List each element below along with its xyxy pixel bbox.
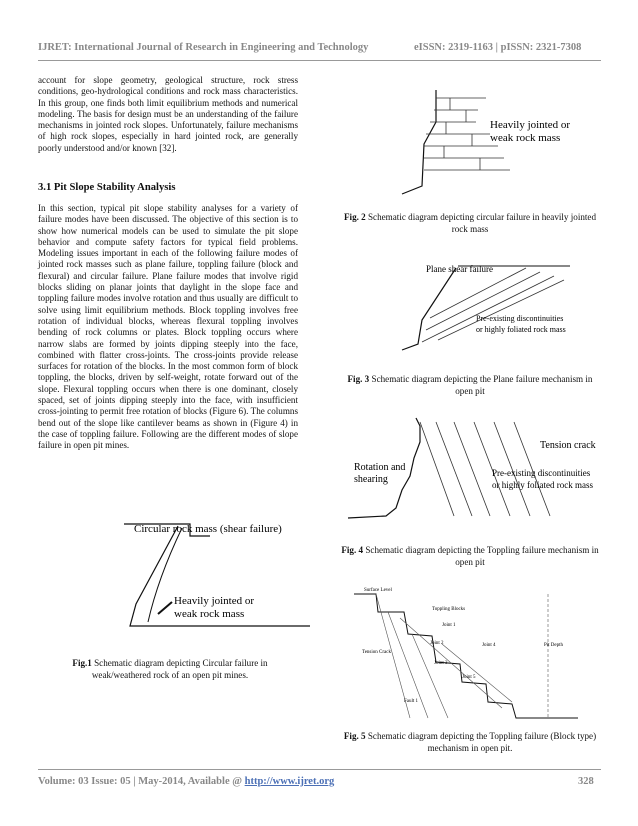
fig5-label-surface: Surface Level — [364, 588, 392, 593]
fig3-caption: Fig. 3 Schematic diagram depicting the Plane failure mechanism in open pit — [347, 374, 593, 396]
section-title: 3.1 Pit Slope Stability Analysis — [38, 182, 176, 193]
paragraph-intro: account for slope geometry, geological structure, rock stress conditions, geo-hydrological conditions and rock mass characteristics. In this group, one finds both limit equilibrium methods and numerical modeling. The basis for design must be an understanding of the failure mechanisms in jointed rock slopes. Unfortunately, failure mechanisms of high rock slopes, especially in hard jointed rock, are generally poorly understood and/or known [32]. — [38, 75, 298, 153]
fig2-label-mass-1: Heavily jointed or — [490, 119, 571, 131]
fig2-caption: Fig. 2 Schematic diagram depicting circular failure in heavily jointed rock mass — [343, 212, 597, 234]
fig5-label-pit-depth: Pit Depth — [544, 643, 564, 648]
fig3-diagram — [400, 258, 600, 358]
fig5-label-joint5: Joint 5 — [462, 675, 476, 680]
fig2-label-mass-2: weak rock mass — [490, 132, 561, 144]
fig5-label-joint1: Joint 1 — [442, 623, 456, 628]
fig3-label-disc-1: Pre-existing discontinuities — [476, 314, 564, 323]
fig4-diagram — [344, 412, 600, 528]
fig4-label-rotation-1: Rotation and — [354, 462, 406, 473]
fig3-label-top: Plane shear failure — [426, 264, 493, 274]
footer-link[interactable]: http://www.ijret.org — [244, 776, 335, 787]
page-number: 328 — [578, 776, 594, 787]
fig1-diagram — [118, 518, 318, 646]
header-rule — [38, 60, 601, 61]
fig3-label-disc-2: or highly foliated rock mass — [476, 325, 566, 334]
fig4-label-tension: Tension crack — [540, 440, 596, 451]
fig5-label-tension: Tension Crack — [362, 650, 391, 655]
fig5-label-joint4: Joint 4 — [482, 643, 496, 648]
journal-title: IJRET: International Journal of Research in Engineering and Technology — [38, 42, 369, 53]
fig1-label-top: Circular rock mass (shear failure) — [134, 523, 282, 535]
fig4-caption: Fig. 4 Schematic diagram depicting the Toppling failure mechanism in open pit — [341, 545, 599, 567]
fig1-label-mass-1: Heavily jointed or — [174, 595, 255, 607]
fig5-label-joint2: Joint 2 — [430, 641, 444, 646]
footer-rule — [38, 769, 601, 770]
fig5-label-fault: Fault 1 — [404, 699, 419, 704]
fig5-caption: Fig. 5 Schematic diagram depicting the Toppling failure (Block type) mechanism in open pit. — [343, 731, 597, 753]
fig4-label-disc-1: Pre-existing discontinuities — [492, 468, 591, 478]
fig5-label-toppling: Toppling Blocks — [432, 607, 466, 612]
fig2-diagram — [400, 86, 600, 198]
fig5-label-joint3: Joint 3 — [434, 661, 448, 666]
fig4-label-rotation-2: shearing — [354, 474, 388, 485]
fig5-diagram — [352, 582, 596, 722]
paragraph-section: In this section, typical pit slope stability analyses for a variety of failure modes have been discussed. The objective of this section is to show how numerical models can be used to simulate the pit slope behavior and compute safety factors for typical field problems. Modeling issues important in each of the following failure modes of jointed rock masses such as plane failure, toppling failure (block and flexural) and circular failure. Plane failure modes that involve rigid blocks sliding on planar joints that daylight in the slope face and toppling failure modes involve rotation and thus usually are difficult to solve using limit equilibrium methods. Block toppling involves free rotation of individual blocks, whereas flexural toppling involves bending of rock columns or plates. Block toppling occurs where narrow slabs are formed by joints dipping steeply into the face, combined with flatter cross-joints. The cross-joints provide release surfaces for rotation of the blocks. In the most common form of block toppling, the blocks, driven by self-weight, rotate forward out of the slope. Flexural toppling occurs when there is one dominant, closely spaced, set of joints dipping steeply into the face, with insufficient cross-jointing to permit free rotation of blocks (Figure 6). The columns bend out of the slope like cantilever beams as shown in (Figure 4) in the case of toppling failure. Following are the different modes of slope failure in open pit mines. — [38, 203, 298, 451]
issn: eISSN: 2319-1163 | pISSN: 2321-7308 — [414, 42, 582, 53]
fig1-caption: Fig.1 Schematic diagram depicting Circular failure in weak/weathered rock of an open pit mines. — [72, 658, 268, 680]
fig1-label-mass-2: weak rock mass — [174, 608, 245, 620]
fig4-label-disc-2: or highly foliated rock mass — [492, 480, 593, 490]
footer-volume: Volume: 03 Issue: 05 | May-2014, Available @ http://www.ijret.org — [38, 776, 335, 787]
